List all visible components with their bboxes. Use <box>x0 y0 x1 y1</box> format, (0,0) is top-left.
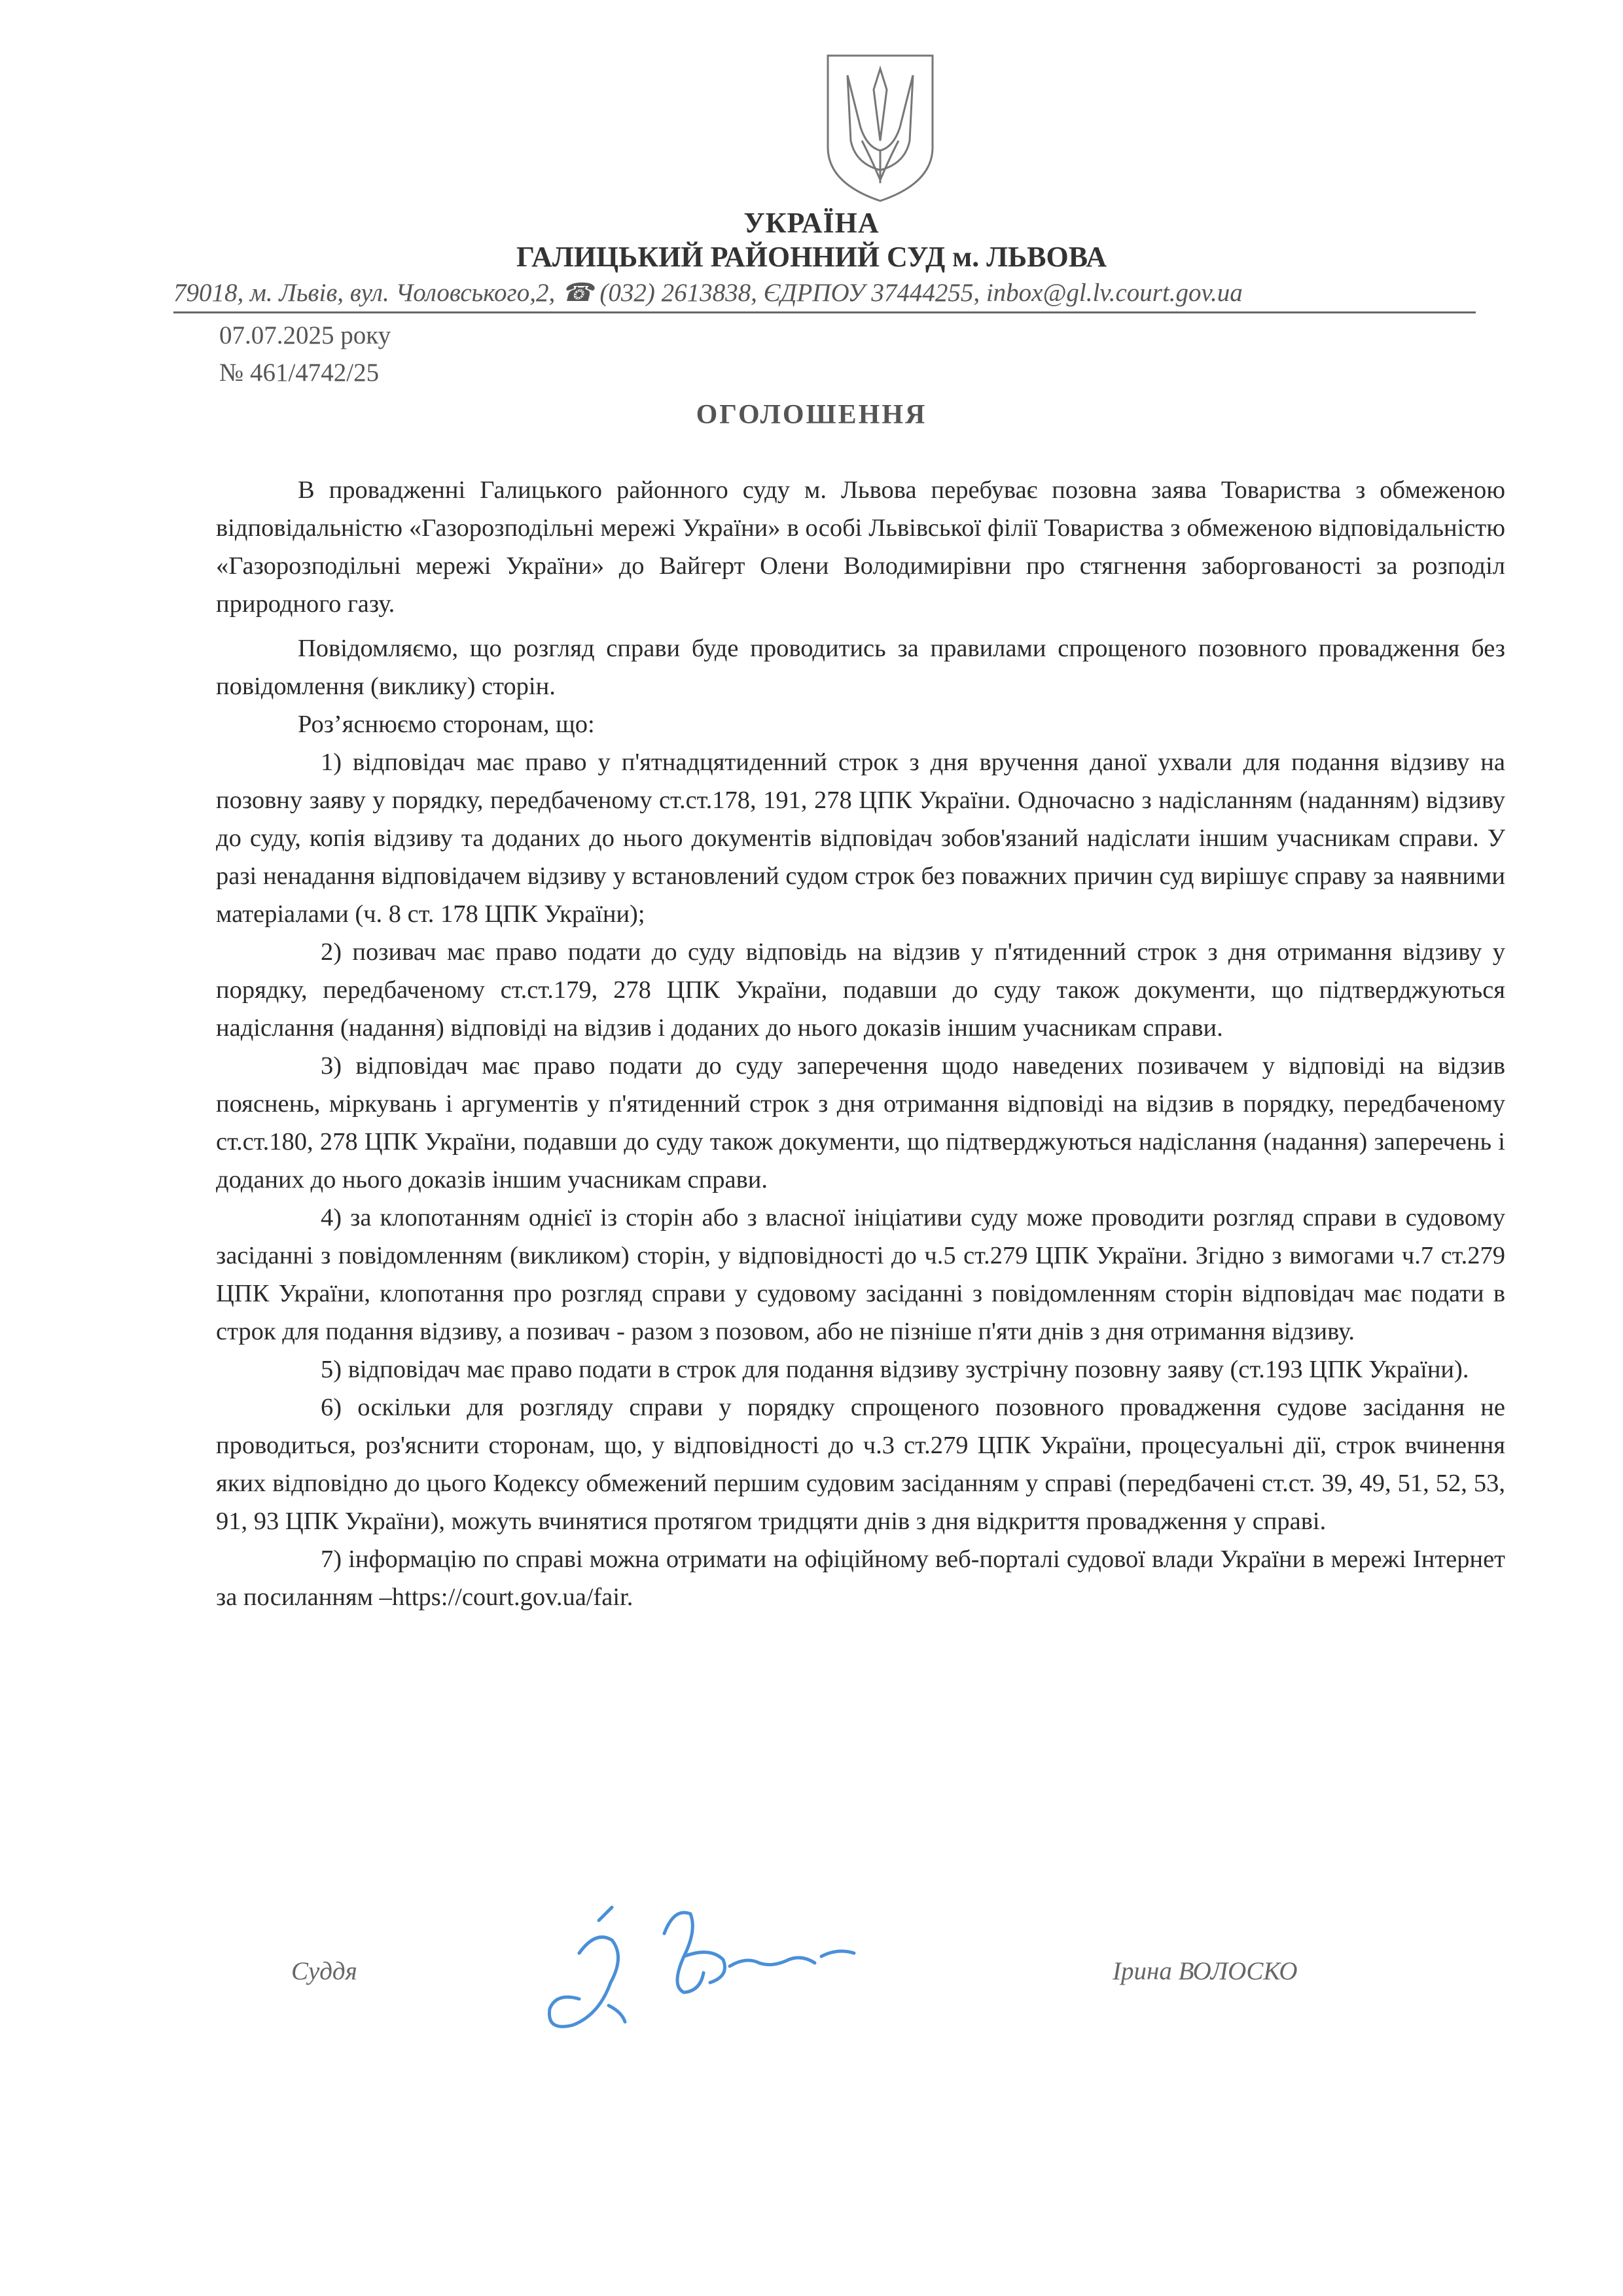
document-date: 07.07.2025 року <box>219 321 391 349</box>
document-body <box>216 471 1505 1616</box>
paragraph-item-2: 2) позивач має право подати до суду відповідь на відзив у п'ятиденний строк з дня отримання відзиву у порядку, передбаченому ст.ст.179, 278 ЦПК України, подавши до суду також документи, що підтверджуються надіслання (надання) відповіді на відзив і доданих до нього доказів іншим учасникам справи. <box>216 938 1505 1042</box>
document-heading: ОГОЛОШЕННЯ <box>696 400 927 430</box>
signature-label: Суддя <box>291 1957 357 1985</box>
paragraph-item-3: 3) відповідач має право подати до суду заперечення щодо наведених позивачем у відповіді на відзив пояснень, міркувань і аргументів у п'ятиденний строк з дня отримання відповіді на відзив в порядку, передбаченому ст.ст.180, 278 ЦПК України, подавши до суду також документи, що підтверджуються надіслання (надання) заперечень і доданих до нього доказів іншим учасникам справи. <box>216 1052 1505 1193</box>
trident-coat-of-arms-icon <box>821 49 939 206</box>
country-name: УКРАЇНА <box>743 207 880 239</box>
paragraph-notice: Повідомляємо, що розгляд справи буде проводитись за правилами спрощеного позовного провадження без повідомлення (виклику) сторін. <box>216 635 1505 700</box>
paragraph-item-5: 5) відповідач має право подати в строк для подання відзиву зустрічну позовну заяву (ст.193 ЦПК України). <box>321 1356 1469 1383</box>
letterhead-divider <box>173 311 1476 313</box>
paragraph-intro: В провадженні Галицького районного суду м. Львова перебуває позовна заява Товариства з обмеженою відповідальністю «Газорозподільні мережі України» в особі Львівської філії Товариства з обмеженою відповідальністю «Газорозподільні мережі України» до Вайгерт Олени Володимирівни про стягнення заборгованості за розподіл природного газу. <box>216 476 1505 618</box>
paragraph-clarification: Роз’яснюємо сторонам, що: <box>298 711 595 738</box>
paragraph-item-6: 6) оскільки для розгляду справи у порядку спрощеного позовного провадження судове засідання не проводиться, роз'яснити сторонам, що, у відповідності до ч.3 ст.279 ЦПК України, процесуальні дії, строк вчинення яких відповідно до цього Кодексу обмежений першим судовим засіданням у справі (передбачені ст.ст. 39, 49, 51, 52, 53, 91, 93 ЦПК України), можуть вчинятися протягом тридцяти днів з дня відкриття провадження у справі. <box>216 1394 1505 1535</box>
court-name: ГАЛИЦЬКИЙ РАЙОННИЙ СУД м. ЛЬВОВА <box>516 241 1107 273</box>
judge-name: Ірина ВОЛОСКО <box>1113 1957 1298 1985</box>
handwritten-signature <box>533 1894 887 2045</box>
paragraph-item-7: 7) інформацію по справі можна отримати на офіційному веб-порталі судової влади України в мережі Інтернет за посиланням –https://court.gov.ua/fair. <box>216 1545 1505 1611</box>
paragraph-item-1: 1) відповідач має право у п'ятнадцятиденний строк з дня вручення даної ухвали для подання відзиву на позовну заяву у порядку, передбаченому ст.ст.178, 191, 278 ЦПК України. Одночасно з надісланням (наданням) відзиву до суду, копія відзиву та доданих до нього документів відповідач зобов'язаний надіслати іншим учасникам справи. У разі ненадання відповідачем відзиву у встановлений судом строк без поважних причин суд вирішує справу за наявними матеріалами (ч. 8 ст. 178 ЦПК України); <box>216 749 1505 928</box>
court-address: 79018, м. Львів, вул. Чоловського,2, ☎ (032) 2613838, ЄДРПОУ 37444255, inbox@gl.lv.court.gov.ua <box>173 279 1243 307</box>
paragraph-item-4: 4) за клопотанням однієї із сторін або з власної ініціативи суду може проводити розгляд справи в судовому засіданні з повідомленням (викликом) сторін, у відповідності до ч.5 ст.279 ЦПК України. Згідно з вимогами ч.7 ст.279 ЦПК України, клопотання про розгляд справи у судовому засіданні з повідомленням сторін відповідач має подати в строк для подання відзиву, а позивач - разом з позовом, або не пізніше п'яти днів з дня отримання відзиву. <box>216 1204 1505 1345</box>
case-number: № 461/4742/25 <box>219 359 380 387</box>
